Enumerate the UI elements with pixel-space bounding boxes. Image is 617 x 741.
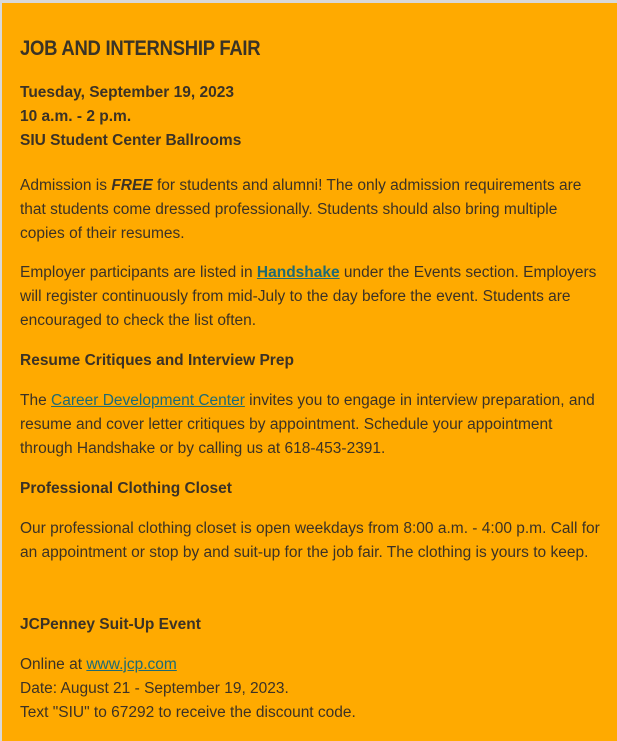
employers-text: Employer participants are listed in — [20, 264, 257, 281]
resume-heading: Resume Critiques and Interview Prep — [20, 352, 294, 369]
handshake-link[interactable]: Handshake — [256, 264, 340, 281]
event-date: Tuesday, September 19, 2023 — [20, 84, 234, 101]
closet-paragraph: Our professional clothing closet is open weekdays from 8:00 a.m. - 4:00 p.m. Call for an appointment or stop by and suit-up for the job fair. The clothing is yours to keep. — [20, 520, 600, 561]
admission-text: Admission is — [20, 177, 112, 194]
employers-text-rest: under the Events section. Employers will register continuously from mid-July to the day before the event. Students are encouraged to check the list often. — [20, 264, 597, 329]
event-details — [20, 81, 600, 153]
jcp-date: Date: August 21 - September 19, 2023. — [20, 680, 289, 697]
jcp-details — [20, 653, 600, 725]
jcp-text: Text "SIU" to 67292 to receive the discount code. — [20, 704, 356, 721]
free-emphasis: FREE — [111, 177, 153, 194]
career-center-link[interactable]: Career Development Center — [51, 392, 245, 409]
fair-card — [2, 3, 617, 741]
employers-paragraph — [20, 261, 600, 333]
jcp-link[interactable]: www.jcp.com — [86, 656, 177, 673]
event-location: SIU Student Center Ballrooms — [20, 132, 242, 149]
jcp-online-text: Online at — [20, 656, 87, 673]
jcp-online — [20, 653, 600, 677]
admission-paragraph — [20, 174, 600, 246]
closet-heading: Professional Clothing Closet — [20, 480, 232, 497]
resume-text: The — [20, 392, 52, 409]
event-time: 10 a.m. - 2 p.m. — [20, 108, 132, 125]
resume-paragraph — [20, 389, 600, 461]
jcp-heading: JCPenney Suit-Up Event — [20, 616, 201, 633]
admission-text-rest: for students and alumni! The only admission requirements are that students come dressed professionally. Students should also bring multiple copies of their resumes. — [20, 177, 582, 242]
page-title: JOB AND INTERNSHIP FAIR — [20, 37, 261, 60]
resume-text-rest: invites you to engage in interview preparation, and resume and cover letter critiques by appointment. Schedule your appointment through Handshake or by calling us at 618-453-2391. — [20, 392, 595, 457]
